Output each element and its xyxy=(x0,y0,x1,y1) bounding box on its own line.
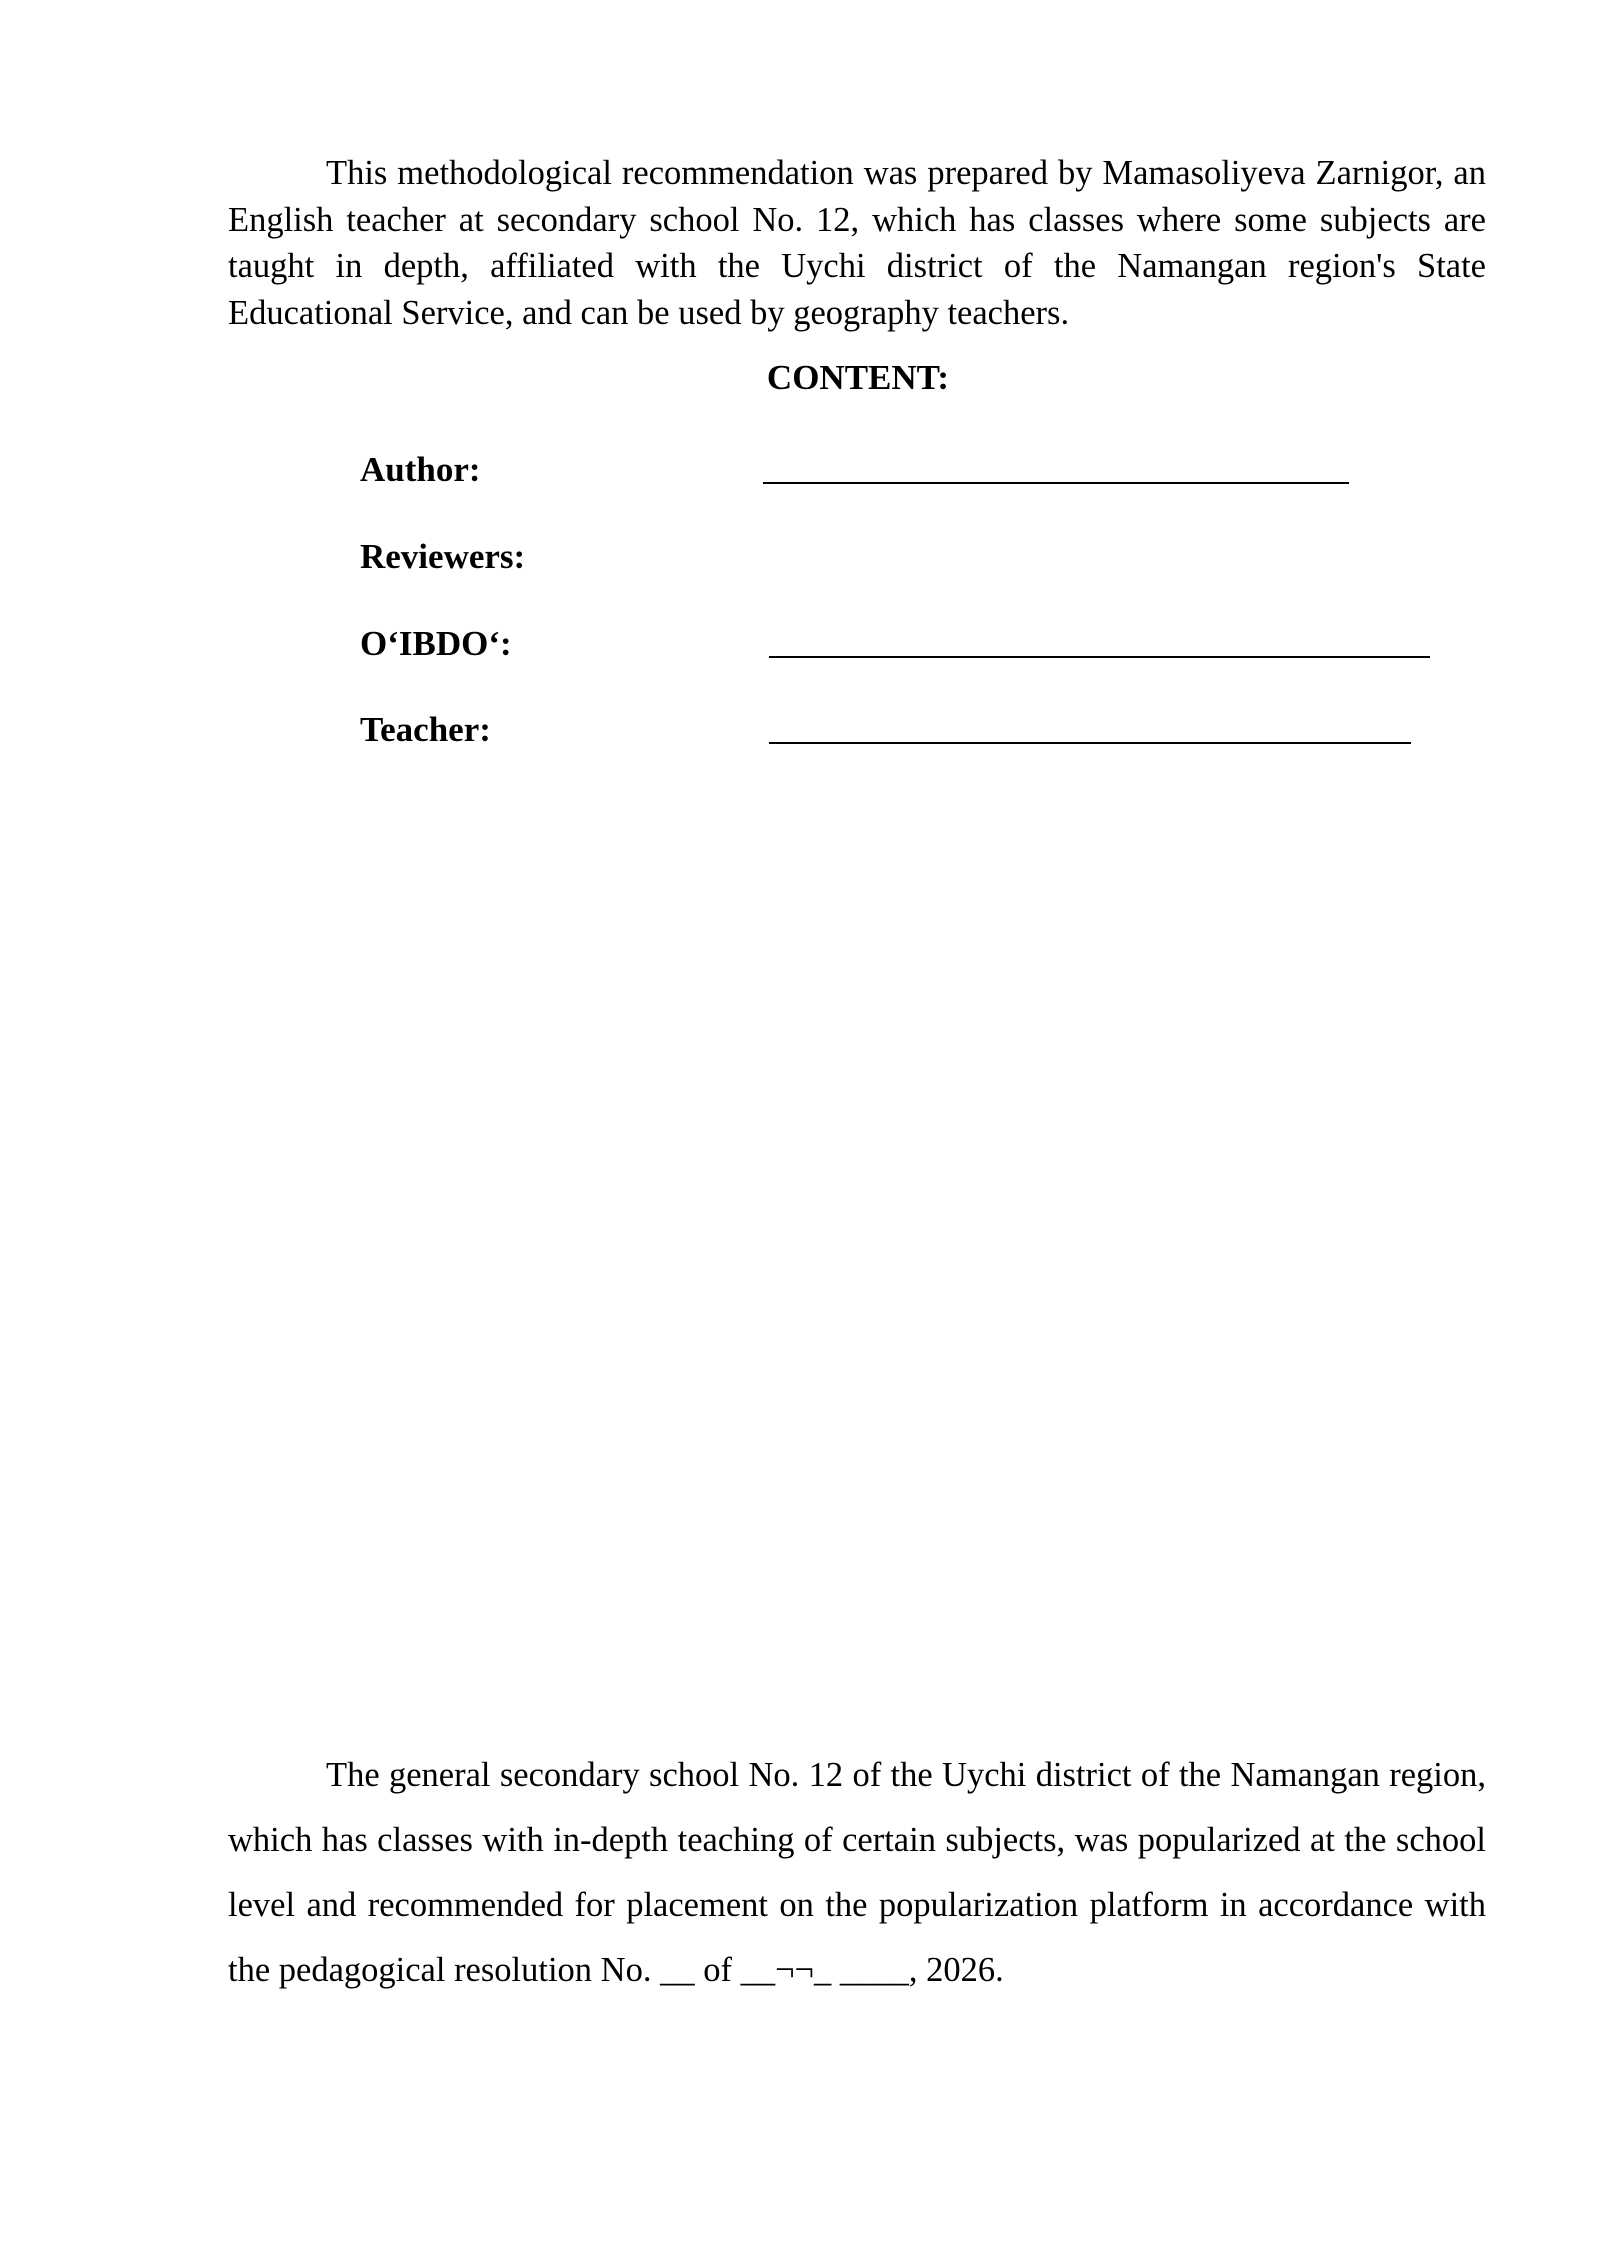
teacher-label: Teacher: xyxy=(360,710,491,749)
oibdo-label: O‘IBDO‘: xyxy=(360,624,512,663)
author-signature-line[interactable] xyxy=(763,482,1349,484)
intro-paragraph: This methodological recommendation was prepared by Mamasoliyeva Zarnigor, an English teacher at secondary school No. 12, which has classes where some subjects are taught in depth, affiliated with the Uychi district of the Namangan region's State Educational Service, and can be used by geography teachers. xyxy=(228,154,1486,332)
teacher-signature-line[interactable] xyxy=(769,742,1411,744)
content-heading: CONTENT: xyxy=(766,358,950,397)
reviewers-label: Reviewers: xyxy=(360,537,526,576)
closing-paragraph: The general secondary school No. 12 of the Uychi district of the Namangan region, which has classes with in-depth teaching of certain subjects, was popularized at the school level and recommended for placement on the popularization platform in accordance with the pedagogical resolution No. __ of __¬¬_ ____, 2026. xyxy=(228,1756,1486,1989)
oibdo-signature-line[interactable] xyxy=(769,656,1430,658)
author-label: Author: xyxy=(360,450,481,489)
